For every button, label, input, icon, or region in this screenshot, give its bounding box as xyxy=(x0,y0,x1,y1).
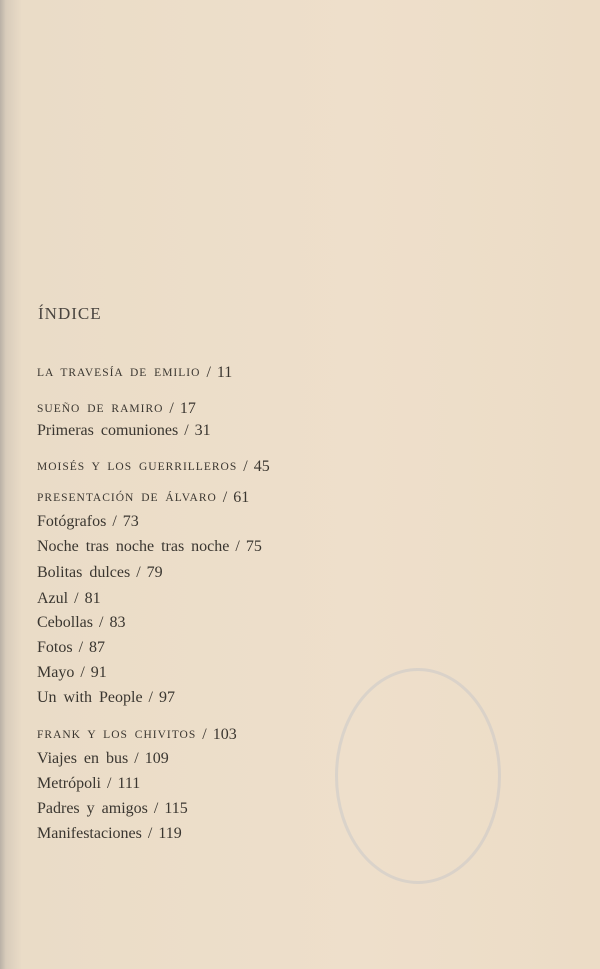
toc-entry-title: Cebollas xyxy=(37,614,93,631)
toc-entry-page: 109 xyxy=(144,750,169,767)
toc-separator: / xyxy=(235,538,240,555)
toc-entry-title: Bolitas dulces xyxy=(37,564,131,581)
toc-entry-page: 119 xyxy=(158,825,182,842)
toc-entry-title: Fotos xyxy=(37,639,73,656)
toc-entry-page: 81 xyxy=(84,590,101,607)
toc-entry-page: 45 xyxy=(253,458,270,475)
toc-entry xyxy=(37,590,101,608)
toc-separator: / xyxy=(136,564,141,581)
toc-entry-page: 97 xyxy=(159,689,175,706)
toc-entry xyxy=(37,725,237,743)
toc-entry-page: 115 xyxy=(164,800,188,817)
toc-entry xyxy=(37,564,163,582)
toc-entry-page: 61 xyxy=(233,489,250,506)
toc-entry-title: Primeras comuniones xyxy=(37,422,179,439)
toc-entry-page: 111 xyxy=(117,775,141,792)
toc-entry-page: 73 xyxy=(122,513,139,530)
library-stamp xyxy=(335,668,501,884)
toc-entry xyxy=(37,614,125,632)
page-title: ÍNDICE xyxy=(38,304,102,323)
toc-entry xyxy=(37,363,232,381)
toc-entry xyxy=(37,457,270,475)
toc-entry-page: 17 xyxy=(179,400,196,417)
toc-entry-page: 87 xyxy=(89,639,106,656)
toc-entry xyxy=(37,800,188,818)
toc-entry-title: Manifestaciones xyxy=(37,825,142,842)
toc-entry xyxy=(37,538,262,556)
toc-entry-page: 31 xyxy=(194,422,211,439)
toc-entry xyxy=(37,664,107,682)
toc-entry-title: Fotógrafos xyxy=(37,513,107,530)
toc-separator: / xyxy=(147,825,153,842)
toc-entry-page: 75 xyxy=(245,538,262,555)
toc-entry-page: 103 xyxy=(212,726,237,743)
toc-entry-title: MOISÉS Y LOS GUERRILLEROS xyxy=(37,461,238,473)
toc-separator: / xyxy=(107,775,112,792)
toc-separator: / xyxy=(222,489,228,506)
toc-entry xyxy=(37,513,139,531)
toc-entry-page: 79 xyxy=(146,564,163,581)
toc-entry xyxy=(37,689,175,707)
toc-entry xyxy=(37,639,105,657)
toc-entry-title: Mayo xyxy=(37,664,75,681)
toc-entry-title: LA TRAVESÍA DE EMILIO xyxy=(37,367,201,379)
toc-entry-title: Metrópoli xyxy=(37,775,101,792)
toc-separator: / xyxy=(184,422,189,439)
toc-separator: / xyxy=(202,726,207,743)
toc-entry-page: 91 xyxy=(90,664,107,681)
toc-separator: / xyxy=(134,750,139,767)
toc-entry xyxy=(37,422,211,440)
toc-separator: / xyxy=(74,590,79,607)
toc-entry-title: Noche tras noche tras noche xyxy=(37,538,230,555)
toc-separator: / xyxy=(148,689,153,706)
toc-separator: / xyxy=(169,400,174,417)
toc-entry xyxy=(37,775,140,793)
toc-entry xyxy=(37,750,169,768)
toc-entry-title: FRANK Y LOS CHIVITOS xyxy=(37,729,197,741)
toc-entry-title: PRESENTACIÓN DE ÁLVARO xyxy=(37,492,217,504)
toc-separator: / xyxy=(243,458,248,475)
toc-entry-title: Azul xyxy=(37,590,69,607)
toc-entry-title: SUEÑO DE RAMIRO xyxy=(37,403,164,415)
toc-entry-page: 83 xyxy=(109,614,126,631)
toc-entry-title: Un with People xyxy=(37,689,143,706)
toc-entry-title: Padres y amigos xyxy=(37,800,148,817)
toc-entry xyxy=(37,488,249,506)
toc-separator: / xyxy=(112,513,117,530)
toc-separator: / xyxy=(153,800,159,817)
toc-entry-title: Viajes en bus xyxy=(37,750,129,767)
toc-separator: / xyxy=(80,664,85,681)
toc-entry-page: 11 xyxy=(216,364,233,381)
toc-entry xyxy=(37,399,196,417)
toc-entry xyxy=(37,825,182,843)
toc-separator: / xyxy=(99,614,104,631)
toc-separator: / xyxy=(206,364,211,381)
toc-separator: / xyxy=(78,639,84,656)
